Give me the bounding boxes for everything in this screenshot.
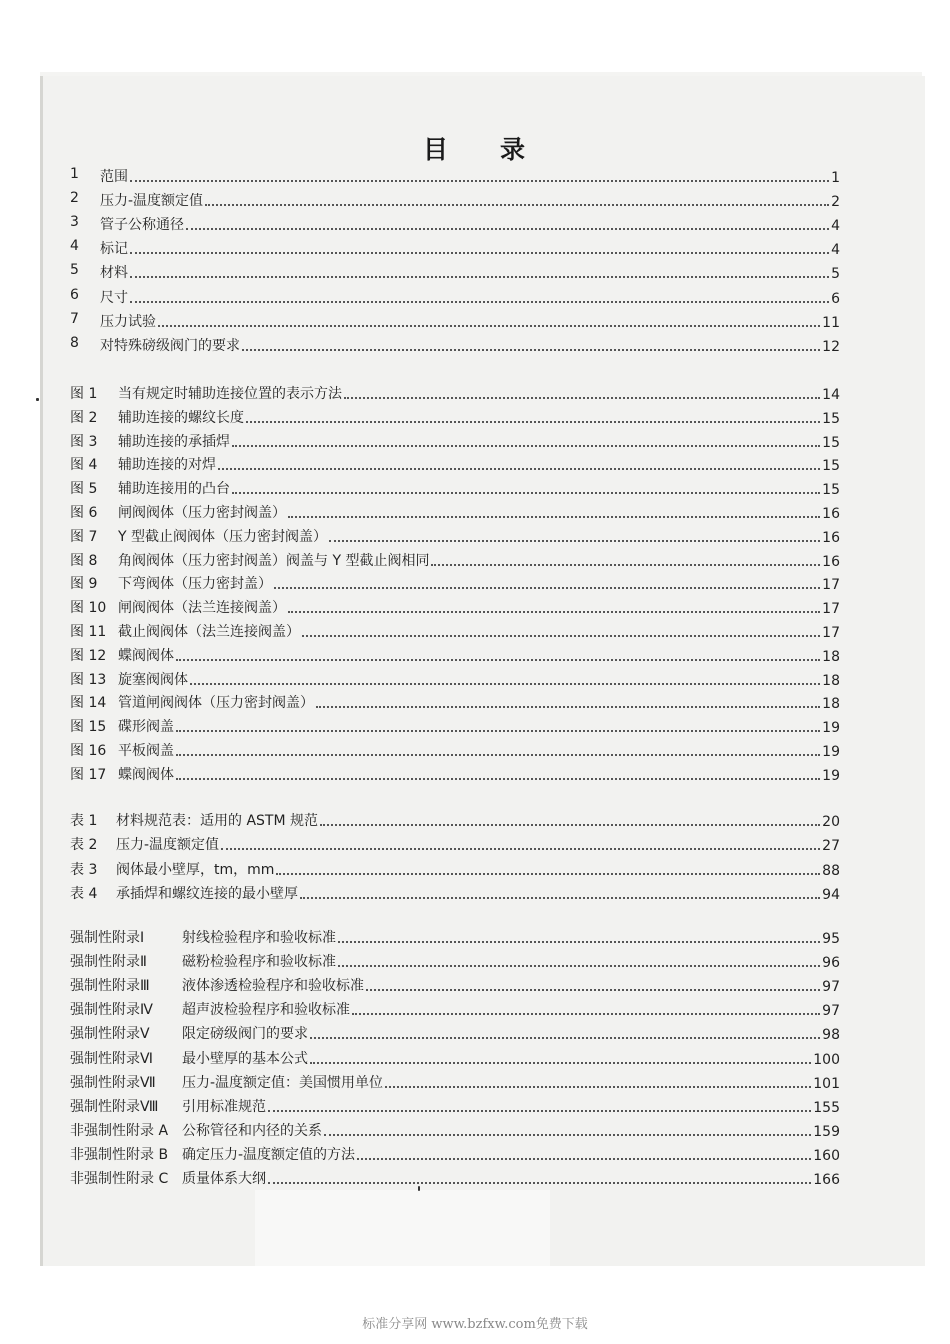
toc-page-number: 27 — [822, 838, 840, 855]
toc-entry-number: 图 1 — [70, 386, 98, 402]
toc-entry — [70, 476, 840, 498]
toc-page-number: 96 — [822, 955, 840, 972]
toc-page-number: 19 — [822, 744, 840, 760]
toc-page-number: 94 — [822, 886, 840, 903]
toc-entry-label — [70, 975, 364, 995]
toc-page-number: 16 — [822, 506, 840, 522]
toc-page-number: 19 — [822, 720, 840, 737]
toc-page-number: 16 — [822, 529, 840, 546]
toc-page-number: 18 — [822, 696, 840, 713]
toc-leader-dots — [268, 1181, 811, 1184]
toc-leader-dots — [268, 1109, 811, 1112]
toc-entry-label — [70, 287, 128, 307]
toc-leader-dots — [232, 491, 820, 494]
toc-entry-number: 图 13 — [70, 671, 107, 688]
toc-leader-dots — [176, 658, 820, 661]
toc-entry-label — [70, 859, 274, 879]
toc-leader-dots — [357, 1157, 811, 1160]
toc-entry-label — [70, 550, 429, 570]
toc-page-number: 97 — [822, 1003, 840, 1020]
toc-leader-dots — [246, 420, 820, 423]
toc-page-number: 15 — [822, 458, 840, 475]
toc-entry — [70, 500, 840, 522]
toc-entry — [70, 619, 840, 641]
toc-entry-label — [70, 621, 300, 641]
toc-entry-label — [70, 454, 216, 474]
toc-page-number: 4 — [831, 242, 840, 259]
toc-entry-label — [70, 190, 203, 210]
toc-page-number: 2 — [831, 194, 840, 211]
toc-entry — [70, 762, 840, 784]
toc-leader-dots — [288, 515, 820, 518]
toc-entry-number: 图 5 — [70, 481, 98, 498]
toc-entry-title: 标记 — [100, 241, 128, 258]
toc-page-number: 101 — [813, 1075, 840, 1092]
toc-entry-number: 强制性附录Ⅴ — [70, 1026, 150, 1043]
toc-entry-title: 蝶阀阀体 — [118, 766, 174, 783]
toc-entry-title: 当有规定时辅助连接位置的表示方法 — [118, 386, 342, 402]
toc-entry-number: 非强制性附录 C — [70, 1171, 169, 1187]
toc-leader-dots — [329, 539, 820, 542]
toc-page-number: 14 — [822, 387, 840, 403]
toc-leader-dots — [344, 396, 820, 399]
toc-leader-dots — [310, 1061, 811, 1064]
toc-entry-label — [70, 1072, 383, 1092]
toc-entry — [70, 690, 840, 712]
toc-entry-label — [70, 764, 174, 784]
toc-entry-title: Y 型截止阀阀体（压力密封阀盖） — [118, 528, 328, 545]
toc-entry-number: 图 15 — [70, 719, 107, 736]
toc-entry — [70, 973, 840, 995]
toc-page-number: 5 — [831, 266, 840, 283]
toc-entry — [70, 333, 840, 355]
title-left-char: 目 — [422, 135, 450, 164]
toc-entry — [70, 260, 840, 282]
toc-entry — [70, 925, 840, 947]
toc-page-number: 20 — [822, 814, 840, 830]
toc-entry-title: 压力-温度额定值 — [100, 193, 204, 210]
toc-entry-title: 压力-温度额定值：美国惯用单位 — [182, 1074, 384, 1091]
toc-page-number: 17 — [822, 601, 840, 618]
toc-entry-title: 平板阀盖 — [118, 743, 174, 759]
toc-entry-label — [70, 573, 272, 593]
toc-entry-number: 图 2 — [70, 409, 98, 426]
toc-entry-label — [70, 311, 156, 331]
toc-leader-dots — [242, 348, 820, 351]
scan-speck — [418, 1186, 420, 1191]
toc-entry-number: 图 17 — [70, 766, 107, 783]
toc-entry-label — [70, 645, 174, 665]
toc-entry-title: 射线检验程序和验收标准 — [182, 930, 336, 946]
toc-entry-label — [70, 502, 286, 522]
toc-leader-dots — [352, 1012, 820, 1015]
toc-entry — [70, 429, 840, 451]
toc-entry-number: 图 7 — [70, 528, 98, 545]
toc-entry-title: 阀体最小壁厚，tm，mm — [116, 861, 275, 878]
toc-leader-dots — [176, 777, 820, 780]
toc-entry — [70, 738, 840, 760]
toc-leader-dots — [338, 940, 820, 943]
toc-entry-label — [70, 669, 188, 689]
toc-entry-number: 图 12 — [70, 647, 107, 664]
toc-entry-title: 最小壁厚的基本公式 — [182, 1050, 308, 1067]
toc-entry-title: 辅助连接的承插焊 — [118, 433, 230, 450]
toc-entry — [70, 548, 840, 570]
toc-entry-number: 非强制性附录 B — [70, 1146, 169, 1163]
toc-page-number: 97 — [822, 979, 840, 996]
toc-page-number: 11 — [822, 314, 840, 331]
toc-entry-number: 强制性附录Ⅶ — [70, 1074, 156, 1091]
toc-entry — [70, 832, 840, 854]
toc-page-number: 4 — [831, 218, 840, 235]
toc-entry — [70, 1094, 840, 1116]
toc-entry-title: 尺寸 — [100, 289, 128, 306]
toc-entry-title: 超声波检验程序和验收标准 — [182, 1002, 350, 1019]
toc-leader-dots — [130, 251, 829, 254]
toc-entry-number: 图 10 — [70, 600, 107, 617]
toc-entry-title: 公称管径和内径的关系 — [182, 1122, 322, 1139]
toc-page-number: 159 — [813, 1123, 840, 1140]
toc-entry — [70, 1046, 840, 1068]
toc-entry-number: 4 — [70, 238, 79, 255]
toc-entry-title: 辅助连接用的凸台 — [118, 481, 230, 498]
toc-entry — [70, 405, 840, 427]
toc-entry-number: 图 3 — [70, 433, 98, 450]
toc-entry-title: 闸阀阀体（法兰连接阀盖） — [118, 600, 286, 617]
toc-entry-title: 下弯阀体（压力密封盖） — [118, 576, 272, 593]
toc-entry-title: 旋塞阀阀体 — [118, 671, 188, 688]
toc-entry — [70, 164, 840, 186]
toc-entry-number: 1 — [70, 166, 79, 182]
toc-entry-title: 液体渗透检验程序和验收标准 — [182, 978, 364, 995]
toc-leader-dots — [176, 753, 820, 756]
toc-page-number: 17 — [822, 577, 840, 594]
toc-entry-title: 管道闸阀阀体（压力密封阀盖） — [118, 695, 314, 712]
toc-entry — [70, 997, 840, 1019]
toc-entry-label — [70, 214, 184, 234]
toc-entry-number: 强制性附录Ⅱ — [70, 954, 147, 971]
toc-entry-label — [70, 383, 342, 403]
toc-page-number: 166 — [813, 1172, 840, 1188]
toc-entry-label — [70, 1096, 266, 1116]
toc-entry-title: 材料规范表：适用的 ASTM 规范 — [116, 813, 318, 829]
toc-entry-label — [70, 692, 314, 712]
toc-leader-dots — [176, 729, 820, 732]
toc-entry-number: 强制性附录Ⅰ — [70, 930, 145, 946]
toc-entry-label — [70, 834, 219, 854]
toc-entry — [70, 188, 840, 210]
page-title — [0, 130, 950, 166]
toc-entry-title: 截止阀阀体（法兰连接阀盖） — [118, 624, 300, 640]
toc-entry-title: 材料 — [100, 265, 128, 282]
toc-page-number: 155 — [813, 1099, 840, 1116]
toc-leader-dots — [130, 179, 829, 182]
watermark-footer: 标准分享网 www.bzfxw.com免费下载 — [362, 1317, 588, 1332]
toc-page-number: 15 — [822, 482, 840, 499]
toc-leader-dots — [316, 705, 820, 708]
toc-entry-label — [70, 1144, 355, 1164]
toc-leader-dots — [385, 1085, 811, 1088]
toc-leader-dots — [431, 563, 820, 566]
toc-entry-number: 表 4 — [70, 885, 98, 902]
toc-leader-dots — [310, 1036, 820, 1039]
toc-entry-number: 非强制性附录 A — [70, 1122, 169, 1139]
toc-entry — [70, 667, 840, 689]
toc-page-number: 100 — [813, 1051, 840, 1068]
toc-entry-label — [70, 951, 336, 971]
toc-entry-number: 6 — [70, 286, 79, 303]
toc-leader-dots — [288, 610, 820, 613]
toc-entry-title: 闸阀阀体（压力密封阀盖） — [118, 505, 286, 521]
toc-entry — [70, 949, 840, 971]
toc-leader-dots — [232, 444, 820, 447]
toc-entry-label — [70, 716, 174, 736]
toc-entry-label — [70, 999, 350, 1019]
toc-entry-number: 图 14 — [70, 695, 107, 712]
toc-entry-title: 压力-温度额定值 — [116, 837, 220, 854]
toc-leader-dots — [302, 634, 820, 637]
toc-entry-label — [70, 407, 244, 427]
toc-entry — [70, 714, 840, 736]
toc-entry-number: 8 — [70, 334, 79, 351]
toc-page-number: 19 — [822, 767, 840, 784]
toc-entry — [70, 285, 840, 307]
toc-leader-dots — [276, 872, 820, 875]
toc-entry-label — [70, 431, 230, 451]
toc-entry-number: 5 — [70, 262, 79, 279]
toc-entry-label — [70, 810, 318, 830]
toc-page-number: 160 — [813, 1147, 840, 1164]
toc-entry-number: 表 2 — [70, 837, 98, 854]
toc-page-number: 17 — [822, 625, 840, 641]
toc-entry-number: 表 1 — [70, 813, 98, 829]
toc-page-number: 16 — [822, 553, 840, 570]
toc-entry-number: 强制性附录Ⅷ — [70, 1098, 159, 1115]
toc-leader-dots — [158, 324, 820, 327]
toc-entry-label — [70, 927, 336, 947]
toc-page-number: 95 — [822, 931, 840, 947]
toc-entry-title: 质量体系大纲 — [182, 1171, 266, 1187]
toc-entry-label — [70, 1168, 266, 1188]
toc-leader-dots — [338, 964, 820, 967]
toc-entry — [70, 1021, 840, 1043]
toc-entry-number: 7 — [70, 310, 79, 327]
toc-entry-title: 承插焊和螺纹连接的最小壁厚 — [116, 885, 298, 902]
toc-entry-number: 图 16 — [70, 743, 107, 759]
toc-entry-number: 强制性附录Ⅳ — [70, 1002, 153, 1019]
toc-entry-title: 蝶阀阀体 — [118, 647, 174, 664]
toc-leader-dots — [218, 467, 820, 470]
toc-entry-title: 磁粉检验程序和验收标准 — [182, 954, 336, 971]
toc-entry — [70, 1166, 840, 1188]
toc-entry — [70, 643, 840, 665]
toc-leader-dots — [190, 682, 820, 685]
toc-entry — [70, 381, 840, 403]
toc-page-number: 18 — [822, 672, 840, 689]
toc-entry-label — [70, 166, 128, 186]
toc-leader-dots — [300, 896, 820, 899]
toc-entry — [70, 571, 840, 593]
toc-entry — [70, 524, 840, 546]
toc-entry — [70, 212, 840, 234]
toc-entry-title: 辅助连接的对焊 — [118, 457, 216, 474]
toc-entry-number: 图 9 — [70, 576, 98, 593]
toc-entry-title: 管子公称通径 — [100, 217, 184, 234]
toc-entry-number: 3 — [70, 214, 79, 231]
toc-page-number: 18 — [822, 648, 840, 665]
toc-entry — [70, 236, 840, 258]
toc-entry — [70, 808, 840, 830]
toc-entry-title: 引用标准规范 — [182, 1098, 266, 1115]
toc-page-number: 1 — [831, 170, 840, 186]
toc-leader-dots — [221, 847, 820, 850]
toc-leader-dots — [274, 586, 820, 589]
toc-page-number: 98 — [822, 1027, 840, 1044]
toc-page-number: 6 — [831, 290, 840, 307]
toc-entry-title: 限定磅级阀门的要求 — [182, 1026, 308, 1043]
toc-entry-number: 强制性附录Ⅵ — [70, 1050, 153, 1067]
toc-entry-label — [70, 1023, 308, 1043]
toc-entry-label — [70, 883, 298, 903]
toc-entry-title: 确定压力-温度额定值的方法 — [182, 1146, 356, 1163]
toc-entry-title: 对特殊磅级阀门的要求 — [100, 337, 240, 354]
toc-leader-dots — [130, 300, 829, 303]
toc-entry-label — [70, 262, 128, 282]
toc-entry-label — [70, 1048, 308, 1068]
toc-entry — [70, 1070, 840, 1092]
toc-leader-dots — [320, 823, 820, 826]
toc-leader-dots — [186, 227, 829, 230]
scan-patch — [255, 1190, 550, 1266]
toc-entry-label — [70, 740, 174, 760]
toc-entry — [70, 1118, 840, 1140]
toc-entry-title: 辅助连接的螺纹长度 — [118, 409, 244, 426]
toc-page-number: 15 — [822, 434, 840, 451]
title-right-char: 录 — [500, 135, 528, 164]
toc-leader-dots — [130, 275, 829, 278]
toc-entry — [70, 1142, 840, 1164]
toc-page-number: 12 — [822, 338, 840, 355]
toc-entry-number: 图 8 — [70, 552, 98, 569]
toc-entry-label — [70, 526, 327, 546]
toc-entry-title: 范围 — [100, 169, 128, 185]
toc-entry — [70, 595, 840, 617]
toc-entry-title: 碟形阀盖 — [118, 719, 174, 736]
toc-entry-title: 压力试验 — [100, 313, 156, 330]
toc-entry-number: 强制性附录Ⅲ — [70, 978, 150, 995]
toc-leader-dots — [324, 1133, 811, 1136]
toc-page-number: 15 — [822, 410, 840, 427]
toc-entry-number: 图 4 — [70, 457, 98, 474]
toc-page-number: 88 — [822, 862, 840, 879]
toc-entry — [70, 857, 840, 879]
toc-entry — [70, 309, 840, 331]
toc-entry-number: 2 — [70, 190, 79, 207]
toc-entry-label — [70, 335, 240, 355]
toc-entry-number: 图 6 — [70, 505, 98, 521]
toc-entry — [70, 881, 840, 903]
toc-leader-dots — [205, 203, 829, 206]
toc-entry-label — [70, 597, 286, 617]
toc-entry-label — [70, 478, 230, 498]
toc-entry-label — [70, 1120, 322, 1140]
toc-entry-number: 表 3 — [70, 861, 98, 878]
toc-entry — [70, 452, 840, 474]
toc-entry-label — [70, 238, 128, 258]
toc-entry-title: 角阀阀体（压力密封阀盖）阀盖与 Y 型截止阀相同 — [118, 552, 430, 569]
toc-leader-dots — [366, 988, 820, 991]
toc-entry-number: 图 11 — [70, 624, 107, 640]
scan-speck — [36, 398, 39, 401]
